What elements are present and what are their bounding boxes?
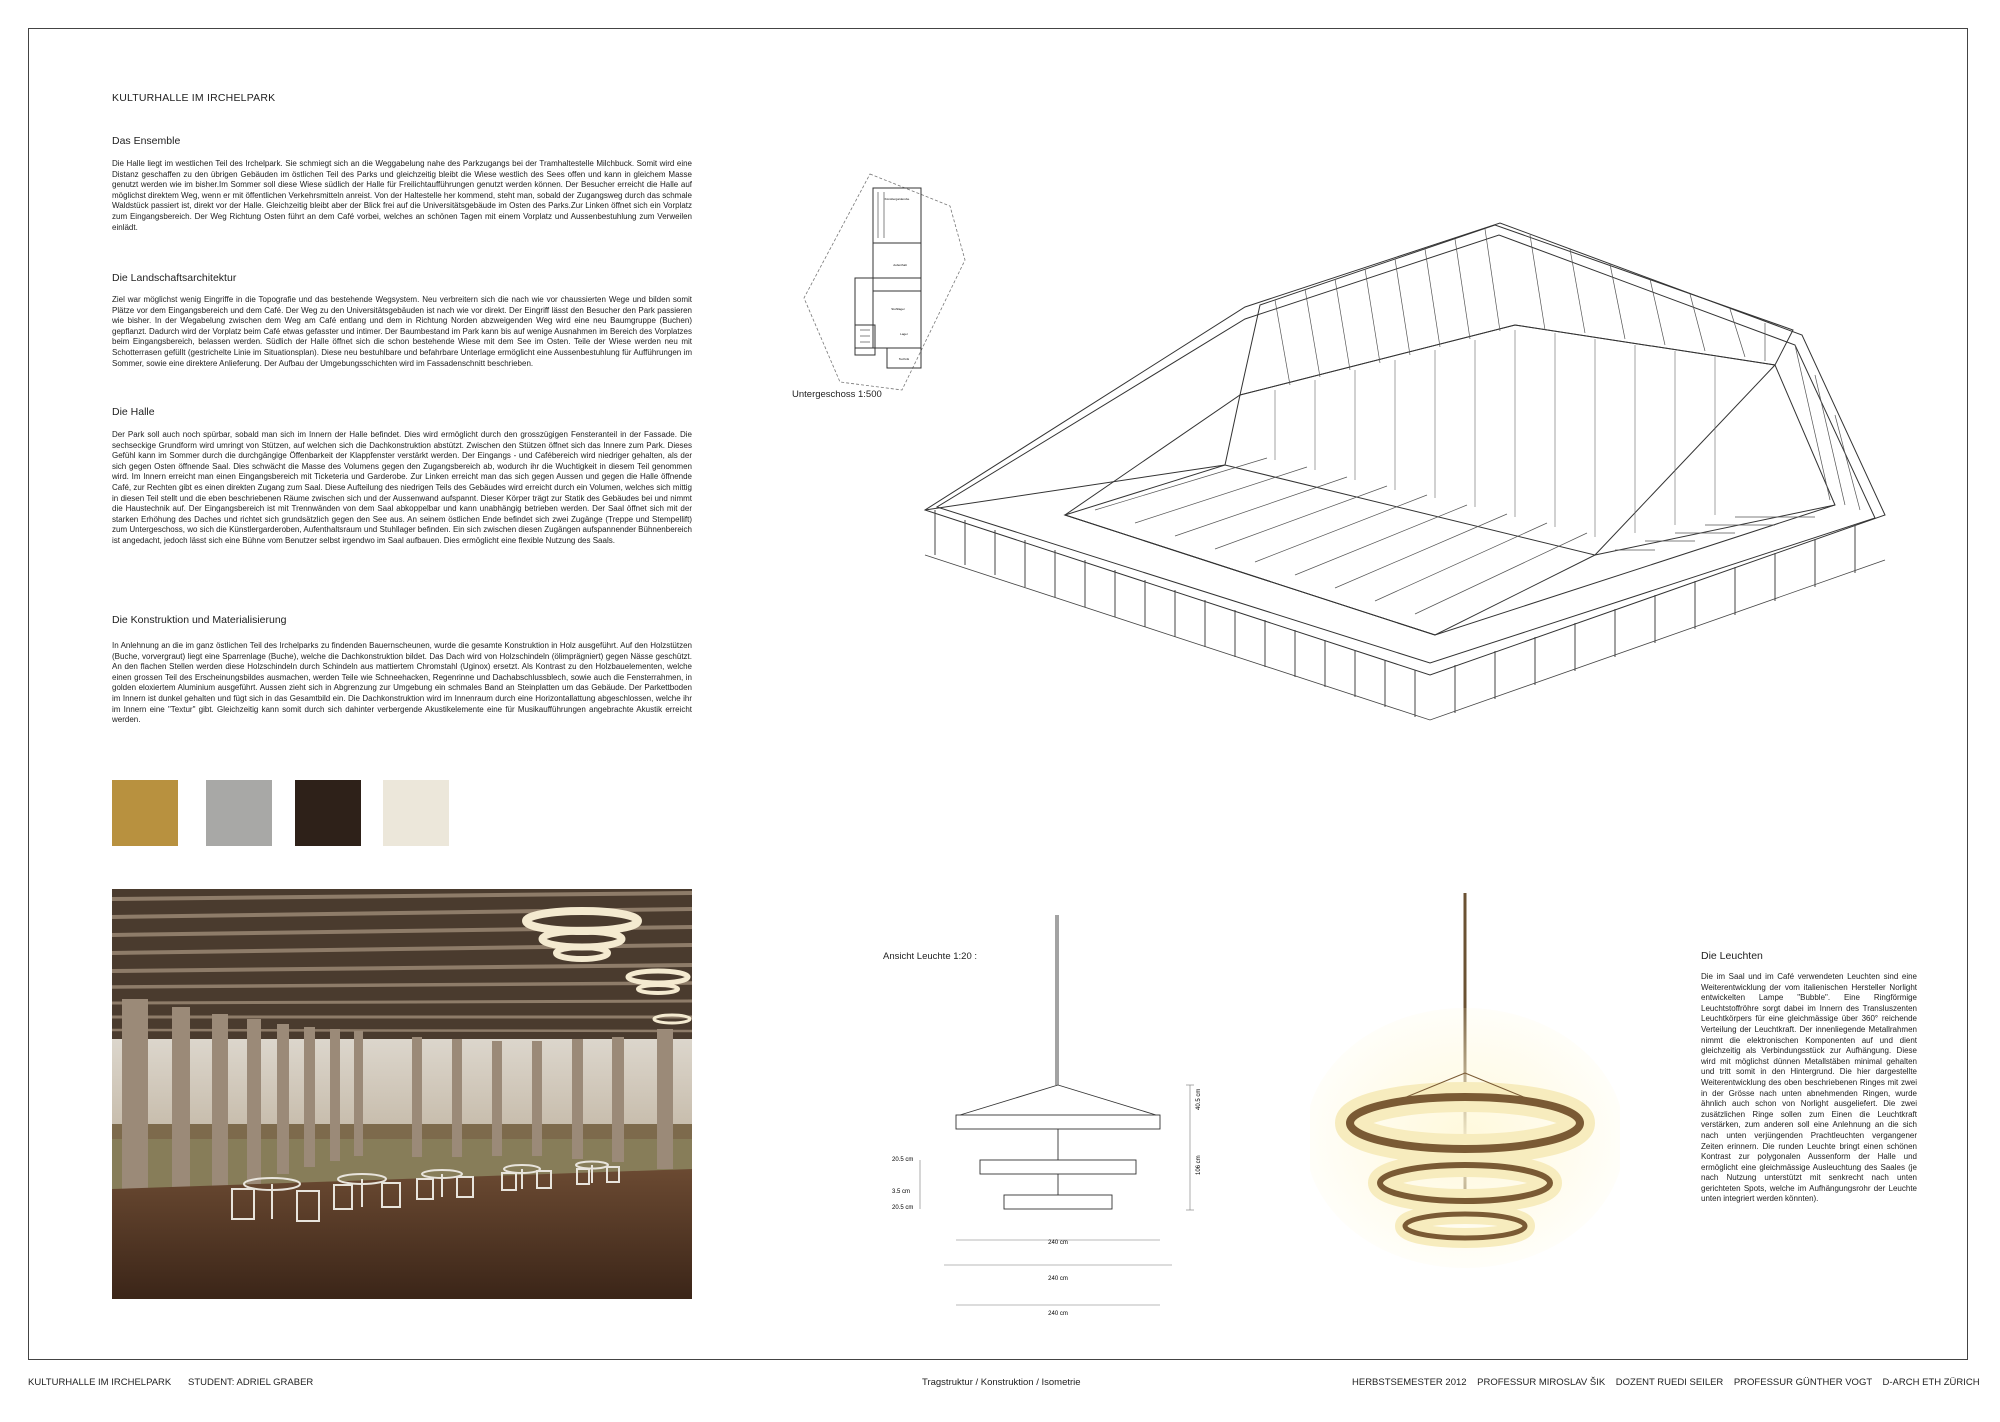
material-swatch-light [383,780,449,846]
section-heading-landschaft: Die Landschaftsarchitektur [112,272,237,284]
section-heading-ensemble: Das Ensemble [112,135,181,147]
page-title: KULTURHALLE IM IRCHELPARK [112,92,276,104]
footer-project: KULTURHALLE IM IRCHELPARK [28,1377,172,1388]
material-swatch-grey-wood [206,780,272,846]
perimeter-columns [935,510,1855,717]
interior-rendering [112,889,692,1299]
dim-ring-2: 20.5 cm [892,1205,914,1211]
isometric-structure [895,215,1900,755]
plan-label-stuhllager: Stuhllager [891,307,905,311]
footer-center: Tragstruktur / Konstruktion / Isometrie [922,1377,1081,1388]
dim-width-3: 240 cm [1048,1311,1068,1317]
lamp-caption: Ansicht Leuchte 1:20 : [883,951,978,962]
leuchten-body: Die im Saal und im Café verwendeten Leuchten sind eine Weiterentwicklung der vom italienischen Hersteller Norlight entwickelten Lampe "Bubble". Eine Ringförmige Leuchtstoffröhre sorgt dabei im Innern des Transluszenten Leuchtkörpers für eine gleichmässige über 360° reichende Verteilung der Leuchtkraft. Der innenliegende Metallrahmen nimmt die elektronischen Komponenten auf und dient gleichzeitig als Verbindungsstück zur Aufhängung. Diese wird mit möglichst dünnen Metallstäben minimal gehalten und tritt somit in den Hintergrund. Die hier dargestellte Weiterentwicklung des oben beschriebenen Ringes mit zwei in der Grösse nach unten abnehmenden Ringen, wurde ähnlich auch schon von Norlight ausgeliefert. Die zwei zusätzlichen Ringe sollen zum Einen die Leuchtkraft verstärken, zum anderen soll eine Anlehnung an die sich nach unten verjüngenden Prachtleuchten vergangener Zeiten erinnern. Die runden Leuchte bringt einen schönen Kontrast zur polygonalen Aussenform der Halle und ermöglicht eine gleichmässige Ausleuchtung des Saales (je nach Nutzung unterstützt mit senkrecht nach unten gerichteten Spots, welche im Aufhängungsrohr der Leuchte unten integriert werden könnten). [1701,972,1917,1204]
dim-ring-gap: 3.5 cm [892,1189,911,1195]
lamp-rendering [1310,893,1620,1293]
lamp-elevation [880,910,1220,1330]
plan-label-garderobe: Künstlergarderobe [884,197,910,201]
section-heading-halle: Die Halle [112,406,155,418]
dim-height-total: 106 cm [1196,1155,1202,1175]
section-body-konstruktion: In Anlehnung an die im ganz östlichen Teil des Irchelparks zu findenden Bauernscheunen, wurde die gesamte Konstruktion in Holz ausgeführt. Auf den Holzstützen (Buche, vorvergraut) liegt eine Sparrenlage (Buche), welche die Dachkonstruktion bildet. Das Dach wird von Holzschindeln (ölimprägniert) gegen Nässe geschützt. An den flachen Stellen werden diese Holzschindeln durch Schindeln aus mattiertem Chromstahl (Uginox) ersetzt. Als Kontrast zu den Holzbauelementen, welche einen grossen Teil des Erscheinungsbildes ausmachen, werden Teile wie Schneehacken, Regenrinne und Dachabschlussblech, sowie auch die Fensterrahmen, in golden eloxiertem Aluminium ausgeführt. Aussen zieht sich in Abgrenzung zur Umgebung ein schmales Band an Steinplatten um das Gebäude. Der Parkettboden im Innern ist dunkel gehalten und fügt sich in das Gesamtbild ein. Die Dachkonstruktion wird im Innenraum durch eine Horizontallattung abgeschlossen, welche ihr im Innern eine "Textur" gibt. Gleichzeitig kann somit durch sich dahinter verbergende Akustikelemente eine für Musikaufführungen angebrachte Akustik erreicht werden. [112,641,692,725]
material-swatch-gold [112,780,178,846]
section-body-halle: Der Park soll auch noch spürbar, sobald man sich im Innern der Halle befindet. Dies wird ermöglicht durch den grosszügigen Fensteranteil in der Fassade. Die sechseckige Grundform wird umringt von Stützen, auf welchen sich die Dachkonstruktion abstützt. Zwischen den Stützen öffnet sich das Innere zum Park. Dieses Gefühl kann im Sommer durch die durchgängige Öffenbarkeit der Klappfenster verstärkt werden. Der Eingangs - und Cafébereich wird niedriger gehalten, als der sich gegen Osten öffnende Saal. Dies schwächt die Masse des Volumens gegen den Zugangsbereich ab, wodurch ihr die Wuchtigkeit in diesem Teil genommen wird. Im Innern erreicht man einen Eingangsbereich mit Ticketeria und Garderobe. Zur Linken erreicht man das sich gegen Aussen und gegen die Halle öffnende Café, zur Rechten gibt es einen direkten Zugang zum Saal. Diese Aufteilung des niedrigen Teils des Gebäudes wird erreicht durch ein Volumen, welches sich mittig in diesen Teil stellt und die eben beschriebenen Räume zwischen sich und der Aussenwand aufspannt. Dieser Körper trägt zur Statik des Gebäudes bei und nimmt die Haustechnik auf. Der Eingangsbereich ist mit Trennwänden von dem Saal abkoppelbar und kann unabhängig betrieben werden. Der Saal öffnet sich mit der starken Erhöhung des Daches und richtet sich grundsätzlich gegen den See aus. An seinem östlichen Ende befindet sich zwei Zugänge (Treppe und Stempellift) zum Untergeschoss, wo sich die Künstlergarderoben, Aufenthaltsraum und Stuhllager befinden. Ein sich zwischen diesen Zugängen aufspannender Bühnenbereich ist angedacht, jedoch lässt sich eine Bühne vom Benutzer selbst irgendwo im Saal aufbauen. Dies ermöglicht eine flexible Nutzung des Saals. [112,430,692,545]
plan-label-technik: Technik [898,357,910,361]
footer-credits: HERBSTSEMESTER 2012 PROFESSUR MIROSLAV ŠIK DOZENT RUEDI SEILER PROFESSUR GÜNTHER VOGT D-ARCH ETH ZÜRICH [1352,1377,1980,1388]
dim-width-2: 240 cm [1048,1276,1068,1282]
plan-caption: Untergeschoss 1:500 [792,389,882,400]
dim-height-top: 40.5 cm [1196,1088,1202,1110]
section-body-landschaft: Ziel war möglichst wenig Eingriffe in die Topografie und das bestehende Wegsystem. Neu verbreitern sich die nach wie vor chaussierten Wege und bilden somit Plätze vor dem Eingangsbereich und dem Café. Der Weg zu den Universitätsgebäuden ist nach wie vor direkt. Der Eingriff lässt den Besucher den Park passieren wie bisher. In der Wegabelung zwischen dem Weg am Café entlang und dem in Richtung Norden abzweigenden Weg wird eine neu Baumgruppe (Buchen) gepflanzt. Dadurch wird der Vorplatz beim Café etwas gefasster und intimer. Der Baumbestand im Park kann bis auf wenige Ausnahmen im Bereich des Vorplatzes beim Eingangsbereich, belassen werden. Südlich der Halle öffnet sich die schon bestehende Wiese mit dem See im Osten. Teile der Wiese werden neu mit Schotterrasen gefüllt (gestrichelte Linie im Situationsplan). Diese neu bestuhlbare und befahrbare Unterlage ermöglicht eine Aussenbestuhlung für Aufführungen im Sommer, sowie eine direktere Anlieferung. Der Aufbau der Umgebungsschichten wird im Fassadenschnitt beschrieben. [112,295,692,368]
plan-label-lager: Lager [900,332,908,336]
dim-ring-1: 20.5 cm [892,1157,914,1163]
section-heading-konstruktion: Die Konstruktion und Materialisierung [112,614,287,626]
leuchten-heading: Die Leuchten [1701,950,1763,962]
footer-student: STUDENT: ADRIEL GRABER [188,1377,314,1388]
dim-width-1: 240 cm [1048,1240,1068,1246]
material-swatch-dark-parquet [295,780,361,846]
section-body-ensemble: Die Halle liegt im westlichen Teil des Irchelpark. Sie schmiegt sich an die Weggabelung nahe des Parkzugangs bei der Tramhaltestelle Milchbuck. Somit wird eine Distanz geschaffen zu den übrigen Gebäuden im östlichen Teil des Parks und gleichzeitig bleibt die Wiese westlich des Sees offen und kann in gleichem Masse genutzt werden wie im bisher.Im Sommer soll diese Wiese südlich der Halle für Freilichtaufführungen genutzt werden können. Der Besucher erreicht die Halle auf möglichst direktem Weg, wenn er mit öffentlichen Verkehrsmitteln anreist. Von der Haltestelle her kommend, steht man, sobald der Zugangsweg durch das schmale Waldstück passiert ist, direkt vor der Halle. Gleichzeitig bleibt aber der Blick frei auf die Universitätsgebäude im Osten des Parks.Zur Linken öffnet sich ein Vorplatz zum Eingangsbereich. Der Weg Richtung Osten führt an dem Café vorbei, welches an schönen Tagen mit einem Vorplatz und Aussenbestuhlung zum Verweilen einlädt. [112,159,692,232]
plan-label-aufenthalt: Aufenthalt [893,263,907,267]
